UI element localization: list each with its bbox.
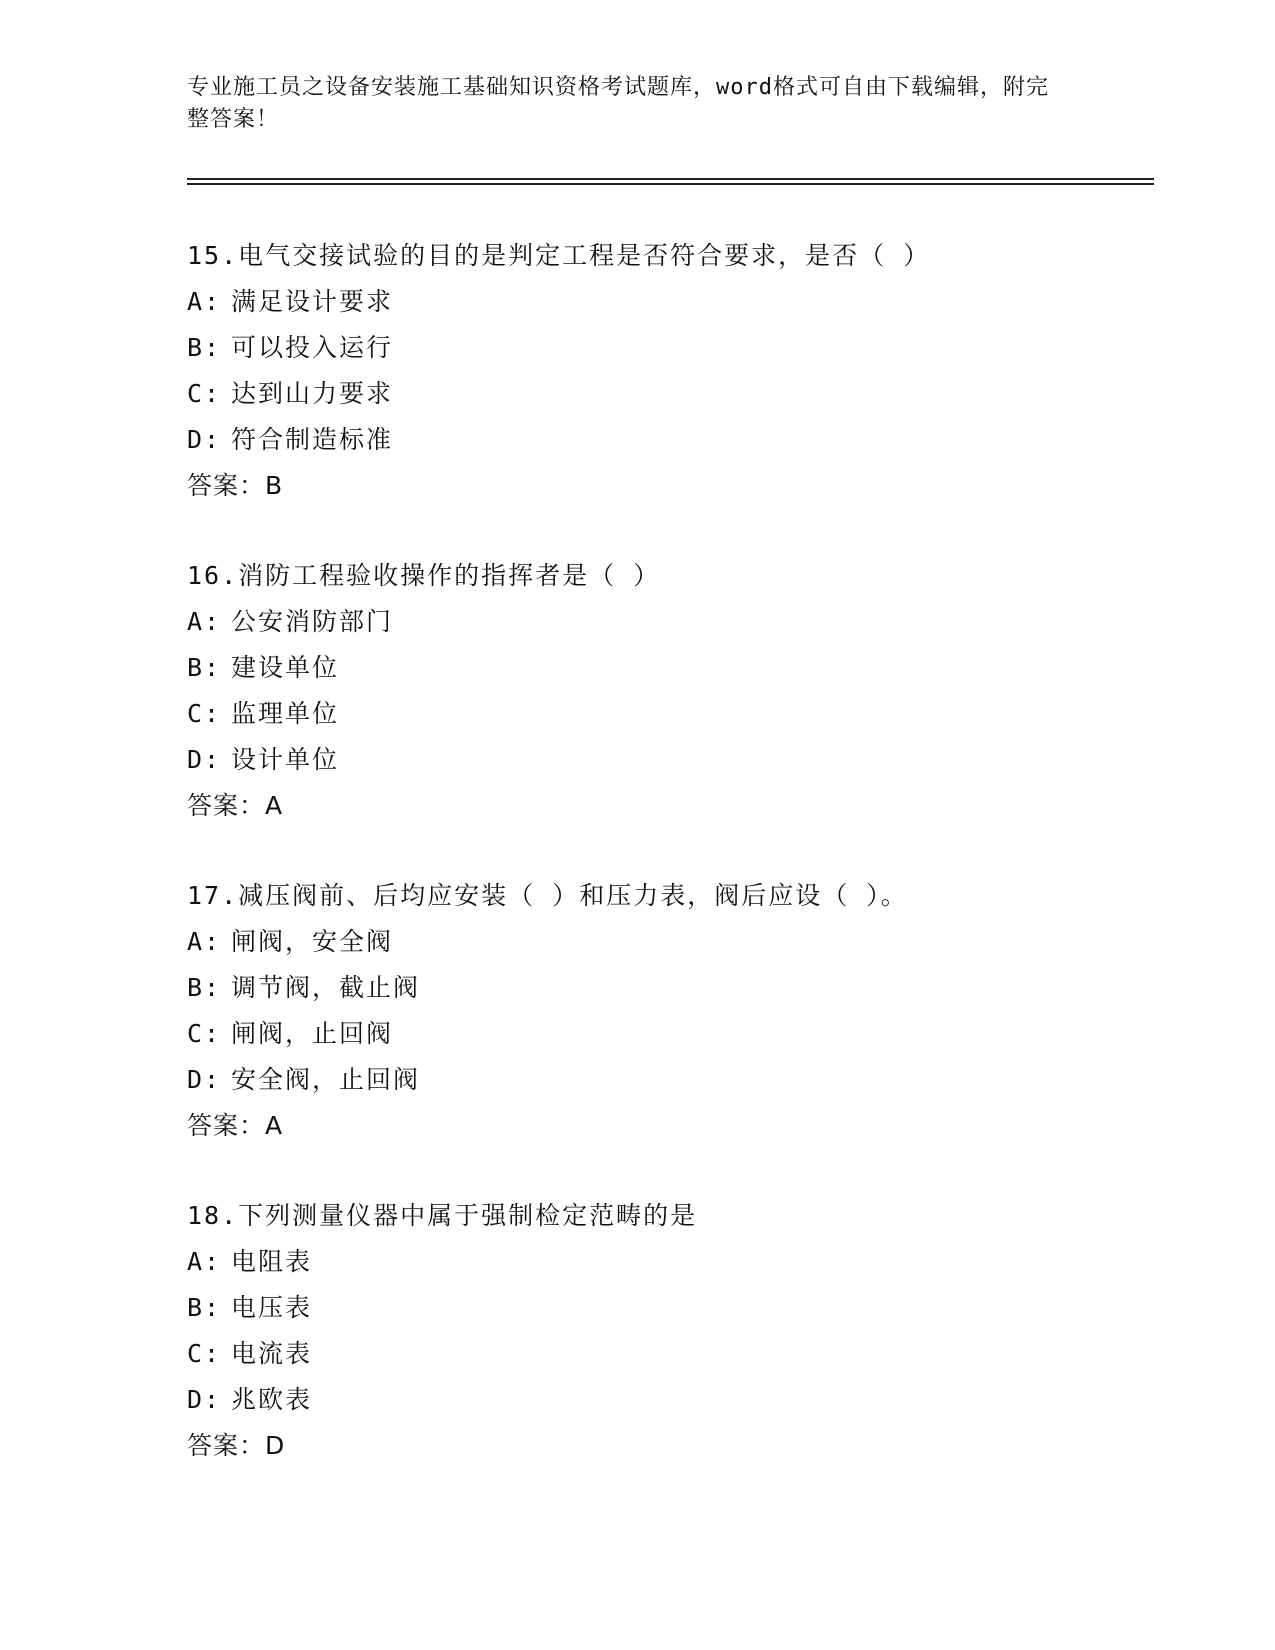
option-text: 符合制造标准 [231,425,394,454]
option-text: 可以投入运行 [231,333,394,362]
option-text: 监理单位 [231,699,340,728]
option-c [187,1331,1147,1377]
option-letter: B: [187,333,222,362]
question-16 [187,553,1147,829]
option-letter: D: [187,425,222,454]
option-letter: C: [187,379,222,408]
option-letter: C: [187,1339,222,1368]
option-c [187,691,1147,737]
option-letter: A: [187,1247,222,1276]
option-letter: A: [187,607,222,636]
question-17 [187,873,1147,1149]
option-text: 安全阀，止回阀 [231,1065,421,1094]
option-a [187,599,1147,645]
answer-line: 答案：B [187,471,284,500]
question-stem: 18.下列测量仪器中属于强制检定范畴的是 [187,1201,698,1230]
option-c [187,371,1147,417]
answer-line: 答案：A [187,1111,284,1140]
option-b [187,325,1147,371]
option-letter: B: [187,653,222,682]
option-text: 闸阀，止回阀 [231,1019,394,1048]
option-letter: A: [187,927,222,956]
option-a [187,1239,1147,1285]
option-letter: D: [187,1385,222,1414]
option-letter: B: [187,1293,222,1322]
option-letter: C: [187,1019,222,1048]
option-text: 满足设计要求 [231,287,394,316]
option-text: 兆欧表 [231,1385,313,1414]
question-stem: 15.电气交接试验的目的是判定工程是否符合要求，是否（ ） [187,241,931,270]
option-text: 达到山力要求 [231,379,394,408]
question-15 [187,233,1147,509]
option-letter: A: [187,287,222,316]
option-text: 电压表 [231,1293,313,1322]
option-a [187,919,1147,965]
answer-line: 答案：A [187,791,284,820]
question-18 [187,1193,1147,1469]
question-stem: 16.消防工程验收操作的指挥者是（ ） [187,561,661,590]
option-letter: D: [187,745,222,774]
option-text: 公安消防部门 [231,607,394,636]
option-a [187,279,1147,325]
option-b [187,645,1147,691]
option-d [187,1377,1147,1423]
header-divider-bottom [187,183,1154,185]
option-letter: C: [187,699,222,728]
option-c [187,1011,1147,1057]
option-letter: D: [187,1065,222,1094]
option-letter: B: [187,973,222,1002]
answer-line: 答案：D [187,1431,286,1460]
option-text: 设计单位 [231,745,340,774]
option-b [187,1285,1147,1331]
header-divider-top [187,178,1154,180]
option-d [187,737,1147,783]
option-text: 闸阀，安全阀 [231,927,394,956]
question-stem: 17.减压阀前、后均应安装（ ）和压力表，阀后应设（ ）。 [187,881,908,910]
option-text: 调节阀，截止阀 [231,973,421,1002]
document-header: 专业施工员之设备安装施工基础知识资格考试题库，word格式可自由下载编辑，附完整答案！ [187,75,1049,132]
option-text: 电阻表 [231,1247,313,1276]
option-d [187,1057,1147,1103]
option-d [187,417,1147,463]
option-b [187,965,1147,1011]
option-text: 建设单位 [231,653,340,682]
option-text: 电流表 [231,1339,313,1368]
